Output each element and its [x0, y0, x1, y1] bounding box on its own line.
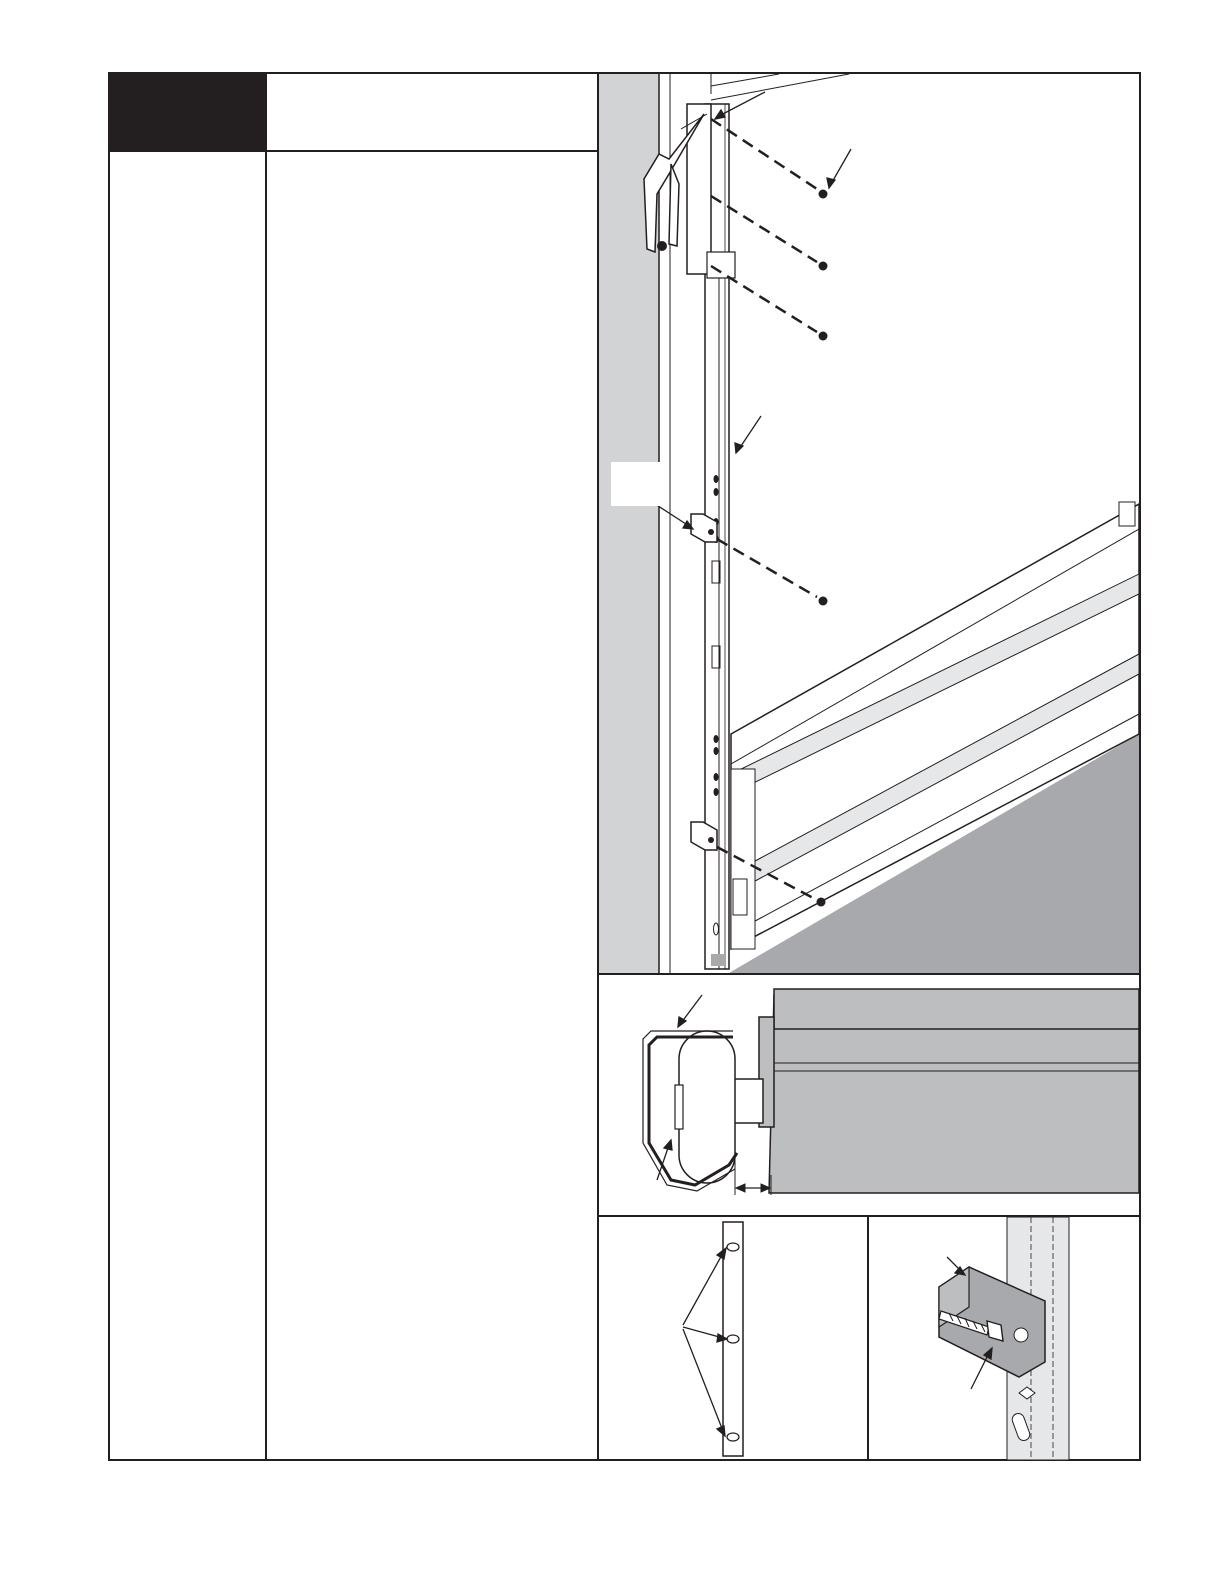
step-title-cell [269, 74, 597, 150]
roller-clearance-figure [599, 975, 1139, 1215]
bracket-detail-figure [869, 1217, 1139, 1460]
track-installation-figure [599, 74, 1139, 973]
step-number-header [108, 72, 267, 152]
step-instructions-cell [269, 154, 597, 1454]
roller-icon [679, 1031, 735, 1183]
flag-bracket [687, 104, 711, 274]
clearance-arrow-icon [736, 1184, 770, 1192]
door-section [759, 989, 1139, 1193]
track-holes-figure [599, 1217, 867, 1460]
header-divider [108, 150, 599, 152]
step-side-cell [110, 154, 267, 1454]
callout-label-box [611, 462, 661, 506]
hole-callout-arrows-icon [683, 1248, 727, 1436]
